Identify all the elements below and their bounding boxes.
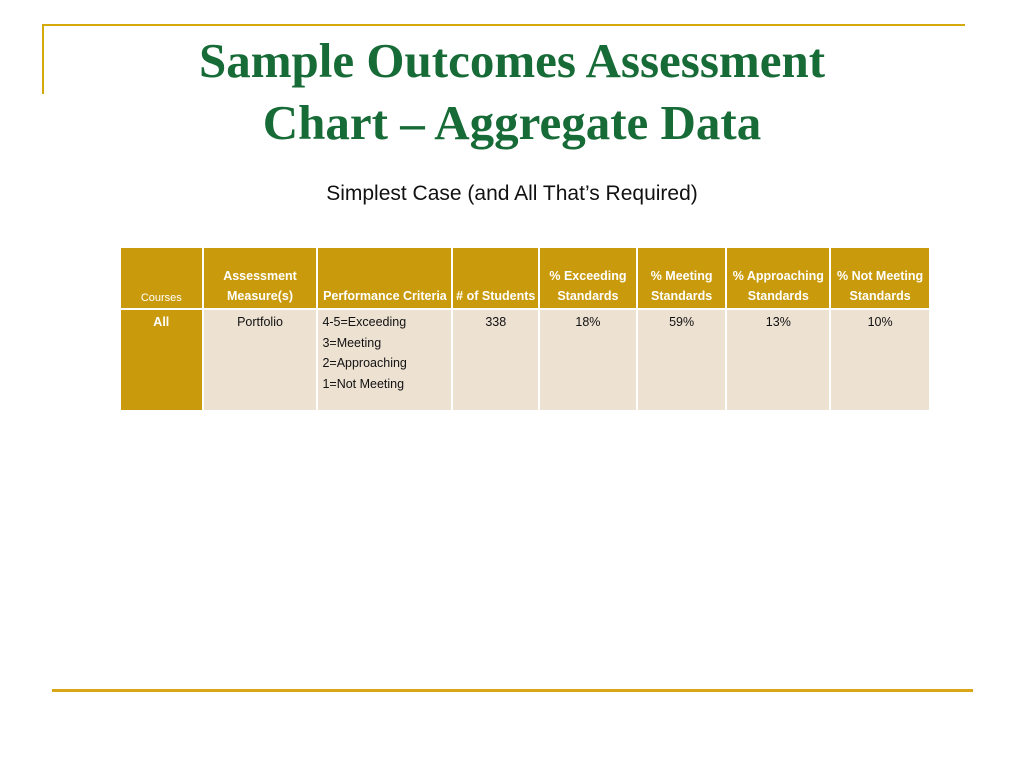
criteria-line: 4-5=Exceeding xyxy=(322,315,407,329)
left-rule xyxy=(42,24,44,94)
criteria-line: 1=Not Meeting xyxy=(322,376,405,391)
header-pct-not-meeting: % Not Meeting Standards xyxy=(831,248,929,308)
cell-exceeding: 18% xyxy=(540,310,636,410)
title-line-2: Chart – Aggregate Data xyxy=(262,95,762,150)
header-row xyxy=(121,248,929,308)
header-courses: Courses xyxy=(121,248,202,308)
header-assessment-measures: Assessment Measure(s) xyxy=(204,248,317,308)
slide-subtitle: Simplest Case (and All That’s Required) xyxy=(326,182,698,205)
header-num-students: # of Students xyxy=(453,248,538,308)
cell-measure: Portfolio xyxy=(204,310,317,410)
slide-title xyxy=(60,30,964,154)
cell-meeting: 59% xyxy=(638,310,726,410)
cell-course: All xyxy=(121,310,202,410)
top-rule xyxy=(42,24,965,26)
cell-approaching: 13% xyxy=(727,310,829,410)
bottom-rule xyxy=(52,689,973,692)
header-pct-meeting: % Meeting Standards xyxy=(638,248,726,308)
cell-criteria xyxy=(318,310,451,410)
title-line-1: Sample Outcomes Assessment xyxy=(198,33,826,88)
header-pct-exceeding: % Exceeding Standards xyxy=(540,248,636,308)
table-row xyxy=(121,310,929,410)
header-pct-approaching: % Approaching Standards xyxy=(727,248,829,308)
criteria-line: 2=Approaching xyxy=(322,356,407,370)
cell-not-meeting: 10% xyxy=(831,310,929,410)
header-performance-criteria: Performance Criteria xyxy=(318,248,451,308)
criteria-line: 3=Meeting xyxy=(322,335,382,350)
cell-students: 338 xyxy=(453,310,538,410)
outcomes-table xyxy=(119,246,931,412)
